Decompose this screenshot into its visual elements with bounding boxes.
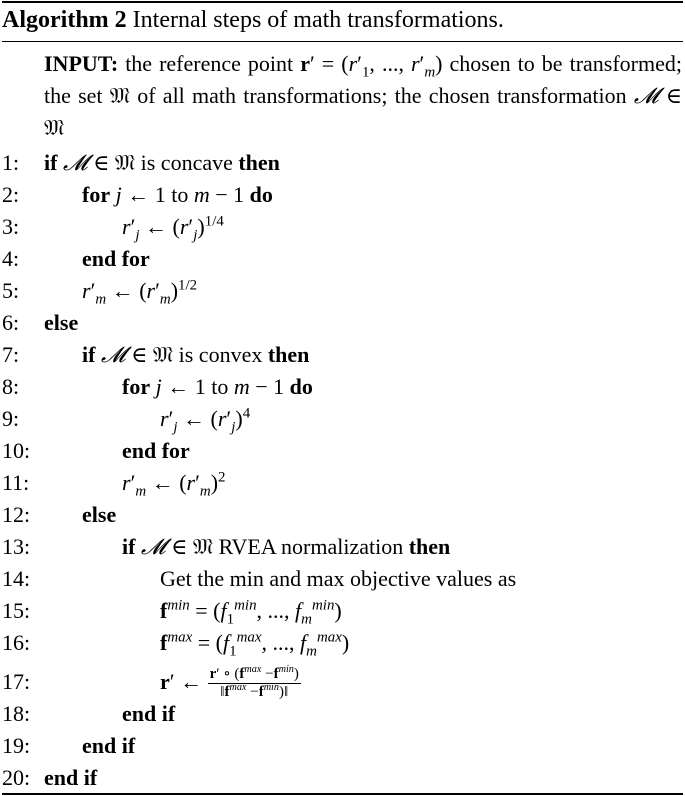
algorithm-label: Algorithm 2 [2,7,127,33]
formula: r′ ← $\frac{r' \circ (f^{max} -f^{min})}{‖f^{max} -f^{min})‖}$ [160,664,299,701]
line-number: 3: [2,214,20,239]
line-10 [2,435,683,467]
line-14 [2,563,683,595]
line-number: 17: [2,669,31,694]
keyword: do [249,182,273,207]
line-16 [2,627,683,659]
line-4 [2,243,683,275]
keyword: end if [44,765,98,790]
line-18 [2,698,683,730]
line-number: 9: [2,406,20,431]
keyword: then [408,534,451,559]
keyword: end if [122,701,176,726]
keyword: then [267,342,310,367]
line-number: 14: [2,566,31,591]
assignment: $r'_m$ ← $(r'_m)^{1/2}$ [82,277,198,308]
line-20 [2,762,683,794]
line-3 [2,211,683,243]
keyword: for [122,374,151,399]
line-8: 8: for j ← 1 to m − 1 do [2,371,683,403]
line-number: 10: [2,438,31,463]
fraction: $\frac{r' \circ (f^{max} -f^{min})}{‖f^{max} -f^{min})‖}$ [209,664,299,701]
line-number: 7: [2,342,20,367]
keyword: if [44,150,58,175]
header-rule [2,41,683,42]
formula: $f^{min} = (f_1^{min}$, ..., $f_m^{min}$) [160,597,342,628]
line-text: is convex [178,342,263,367]
line-number: 16: [2,630,31,655]
keyword: end for [82,246,150,271]
algorithm-title [2,5,504,35]
line-text: is concave [140,150,233,175]
line-number: 1: [2,150,20,175]
assignment: $r'_j$ ← $(r'_j)^{1/4}$ [122,213,224,244]
keyword: end for [122,438,190,463]
input-text-b: chosen to be transformed; the set [44,51,682,108]
line-number: 5: [2,278,20,303]
line-text: Get the min and max objective values as [160,566,517,591]
line-15 [2,595,683,627]
line-text: RVEA normalization [218,534,404,559]
line-number: 19: [2,733,31,758]
line-7: 7: if 𝓜 ∈ 𝔐 is convex then [2,339,683,371]
line-number: 15: [2,598,31,623]
top-rule [2,1,683,3]
algorithm-box [2,0,683,795]
keyword: if [122,534,136,559]
input-text-a: the reference point [125,51,294,76]
line-19 [2,730,683,762]
line-2: 2: for j ← 1 to m − 1 do [2,179,683,211]
line-number: 4: [2,246,20,271]
keyword: do [289,374,313,399]
line-11 [2,467,683,499]
input-label: INPUT: [44,51,119,76]
line-13: 13: if 𝓜 ∈ 𝔐 RVEA normalization then [2,531,683,563]
keyword: end if [82,733,136,758]
line-1: 1: if 𝓜 ∈ 𝔐 is concave then [2,147,683,179]
line-number: 13: [2,534,31,559]
bottom-rule [2,793,683,795]
keyword: else [82,502,117,527]
formula: $f^{max} = (f_1^{max}$, ..., $f_m^{max}$) [160,629,350,660]
algorithm-caption: Internal steps of math transformations. [132,7,504,33]
line-number: 12: [2,502,31,527]
line-number: 20: [2,765,31,790]
line-number: 2: [2,182,20,207]
line-number: 11: [2,470,30,495]
line-6 [2,307,683,339]
input-text-c: of all math transformations; the chosen transformation [137,83,627,108]
assignment: $r'_j$ ← $(r'_j)^4$ [160,405,251,436]
line-number: 6: [2,310,20,335]
input-block: INPUT: the reference point $r' = (r'_1$, ..., $r'_m$) chosen to be transformed; the set 𝔐 of all math transformations; the chosen transformation 𝓜 ∈ 𝔐 [44,51,682,140]
line-12 [2,499,683,531]
keyword: if [82,342,96,367]
keyword: else [44,310,79,335]
line-number: 18: [2,701,31,726]
line-9 [2,403,683,435]
line-5 [2,275,683,307]
line-number: 8: [2,374,20,399]
keyword: then [238,150,280,175]
assignment: $r'_m$ ← $(r'_m)^2$ [122,469,226,500]
keyword: for [82,182,111,207]
